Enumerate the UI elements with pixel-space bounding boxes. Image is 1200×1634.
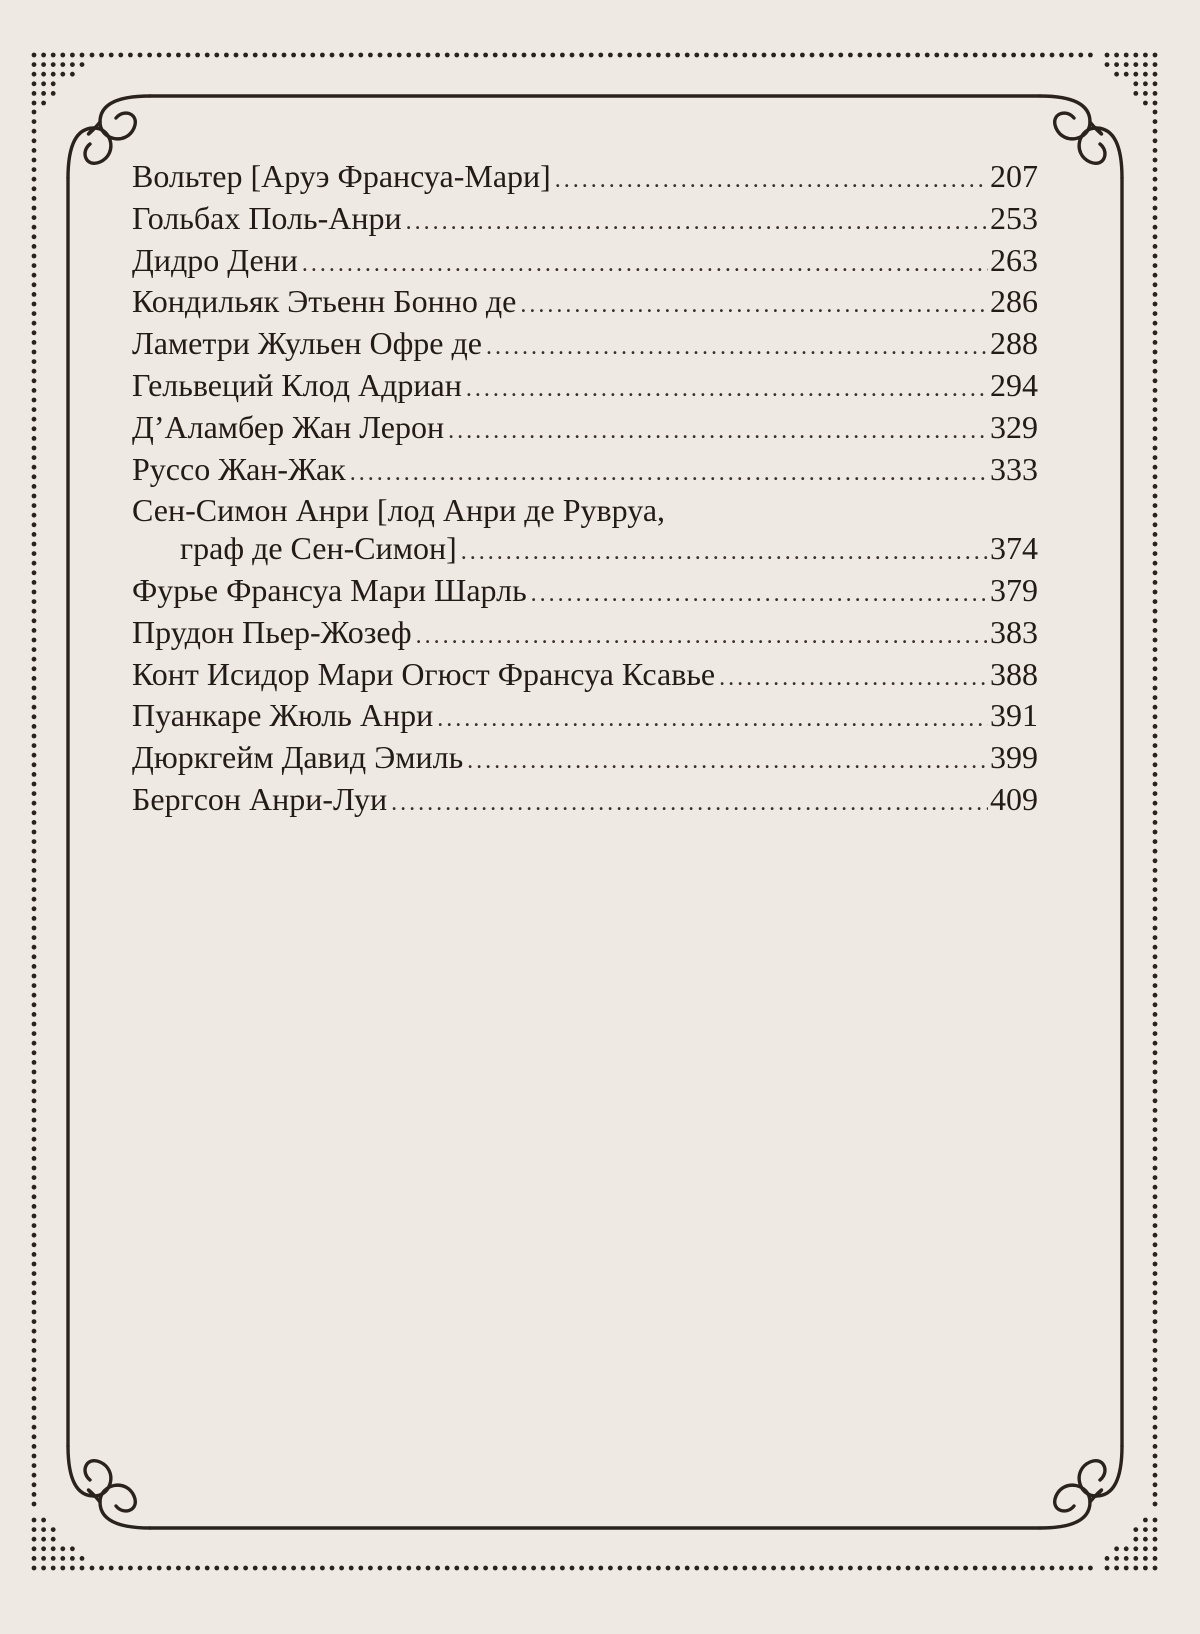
toc-entry-title: Сен-Симон Анри [лод Анри де Рувруа,: [132, 492, 666, 529]
toc-page-number: 391: [990, 697, 1038, 734]
toc-page-number: 333: [990, 450, 1038, 487]
toc-page-number: 409: [990, 780, 1038, 817]
toc-page-number: 288: [990, 325, 1038, 362]
dot-leader: [486, 329, 988, 367]
dot-leader: [416, 618, 988, 656]
dot-leader: [461, 534, 988, 572]
toc-entry-title: Кондильяк Этьенн Бонно де: [132, 283, 517, 320]
toc-entry-title: Бергсон Анри-Луи: [132, 780, 388, 817]
toc-line: [132, 325, 1038, 367]
toc-entry: [132, 614, 1038, 656]
toc-entry: [132, 200, 1038, 242]
toc-entry-title: Руссо Жан-Жак: [132, 450, 346, 487]
toc-entry: [132, 283, 1038, 325]
toc-entry: [132, 242, 1038, 284]
toc-line: [132, 781, 1038, 823]
toc-page-number: 263: [990, 241, 1038, 278]
toc-page-number: 294: [990, 366, 1038, 403]
toc-entry: [132, 451, 1038, 493]
toc-entry-title: Ламетри Жульен Офре де: [132, 325, 482, 362]
toc-line: [132, 200, 1038, 242]
toc-entry: [132, 325, 1038, 367]
toc-entry: [132, 158, 1038, 200]
toc-entry: [132, 367, 1038, 409]
toc-entry-title: Дюркгейм Давид Эмиль: [132, 739, 464, 776]
table-of-contents: [132, 158, 1038, 823]
toc-line: [132, 283, 1038, 325]
dot-leader: [555, 162, 988, 200]
toc-entry: [132, 572, 1038, 614]
toc-line: [132, 242, 1038, 284]
toc-entry-title: Пуанкаре Жюль Анри: [132, 697, 434, 734]
toc-line: [132, 530, 1038, 572]
toc-entry: [132, 739, 1038, 781]
toc-entry: [132, 656, 1038, 698]
toc-page-number: 379: [990, 571, 1038, 608]
dot-leader: [466, 371, 988, 409]
toc-entry: [132, 492, 1038, 572]
toc-line: [132, 697, 1038, 739]
dot-leader: [350, 455, 988, 493]
toc-line: [132, 656, 1038, 698]
toc-line: [132, 158, 1038, 200]
dot-leader: [448, 413, 988, 451]
toc-page-number: 399: [990, 739, 1038, 776]
toc-line: [132, 572, 1038, 614]
toc-page-number: 383: [990, 613, 1038, 650]
toc-entry-title: Вольтер [Аруэ Франсуа-Мари]: [132, 158, 551, 194]
toc-entry-title: Д’Аламбер Жан Лерон: [132, 408, 445, 445]
toc-entry-title: граф де Сен-Симон]: [180, 530, 457, 567]
toc-entry-title: Прудон Пьер-Жозеф: [132, 613, 412, 650]
toc-entry-title: Гельвеций Клод Адриан: [132, 366, 462, 403]
toc-page-number: 207: [990, 158, 1038, 194]
toc-line: [132, 409, 1038, 451]
dot-leader: [391, 785, 988, 823]
dot-leader: [467, 743, 988, 781]
toc-entry-title: Конт Исидор Мари Огюст Франсуа Ксавье: [132, 655, 716, 692]
toc-line: [132, 367, 1038, 409]
toc-line: [132, 451, 1038, 493]
dot-leader: [406, 204, 988, 242]
toc-entry: [132, 409, 1038, 451]
dot-leader: [302, 246, 988, 284]
dot-leader: [437, 701, 988, 739]
dot-leader: [531, 576, 988, 614]
toc-page-number: 253: [990, 199, 1038, 236]
dot-leader: [719, 660, 988, 698]
toc-line: [132, 614, 1038, 656]
toc-page-number: 388: [990, 655, 1038, 692]
toc-entry-title: Дидро Дени: [132, 241, 298, 278]
toc-page-number: 286: [990, 283, 1038, 320]
toc-entry-title: Фурье Франсуа Мари Шарль: [132, 571, 527, 608]
toc-entry: [132, 697, 1038, 739]
toc-entry: [132, 781, 1038, 823]
toc-line: [132, 492, 1038, 530]
dot-leader: [520, 287, 988, 325]
toc-line: [132, 739, 1038, 781]
toc-page-number: 329: [990, 408, 1038, 445]
toc-page-number: 374: [990, 530, 1038, 567]
toc-entry-title: Гольбах Поль-Анри: [132, 199, 402, 236]
